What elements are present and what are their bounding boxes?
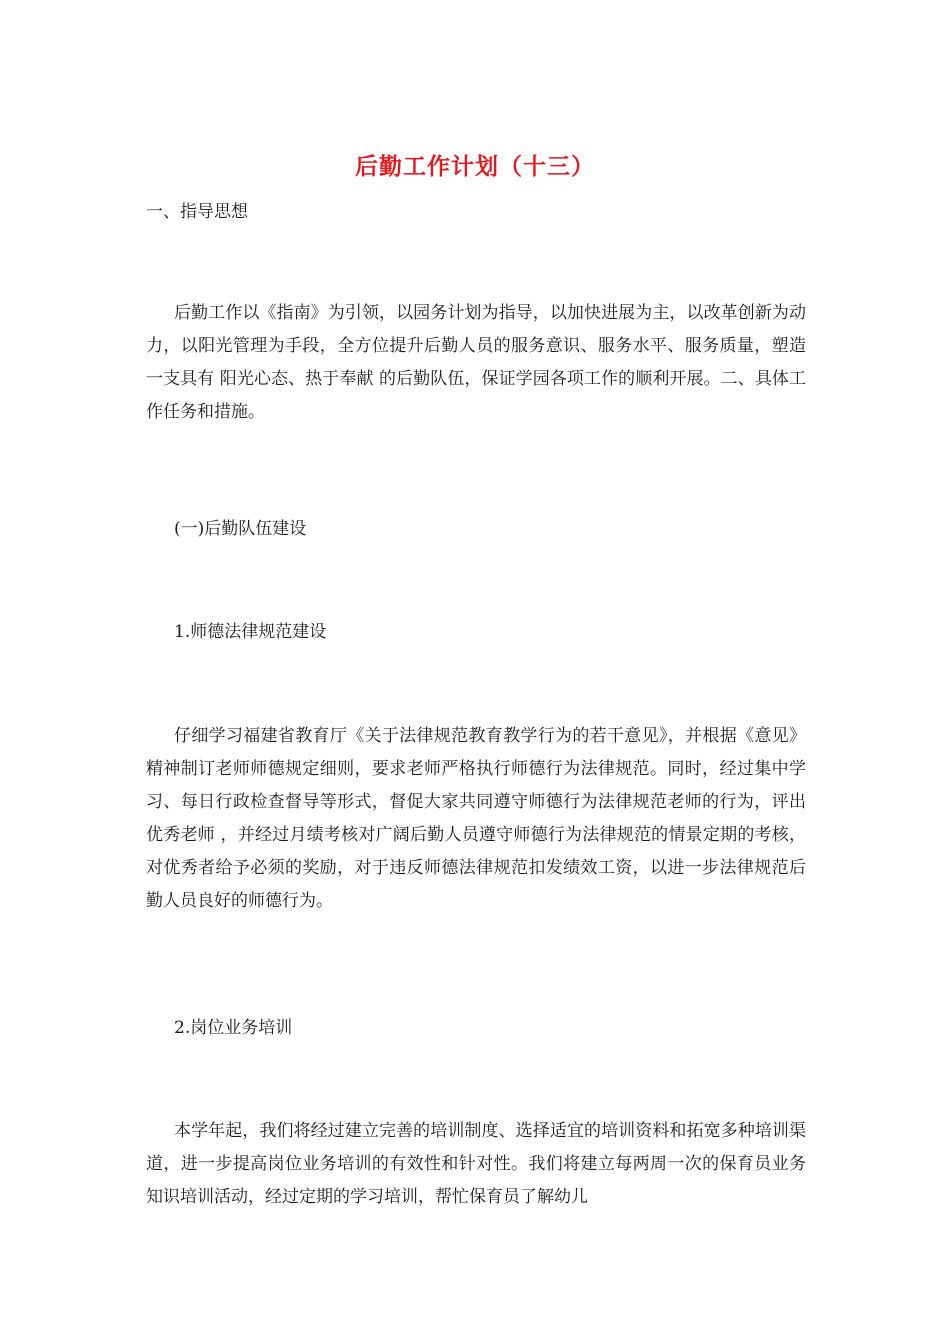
- paragraph-job-training: 本学年起，我们将经过建立完善的培训制度、选择适宜的培训资料和拓宽多种培训渠道，进一步提高岗位业务培训的有效性和针对性。我们将建立每两周一次的保育员业务知识培训活动，经过定期的学习培训，帮忙保育员了解幼儿: [146, 1121, 806, 1207]
- item-heading-ethics-norms: 1.师德法律规范建设: [174, 622, 327, 642]
- paragraph-guiding-thought: 后勤工作以《指南》为引领，以园务计划为指导，以加快进展为主，以改革创新为动力，以阳光管理为手段，全方位提升后勤人员的服务意识、服务水平、服务质量，塑造一支具有 阳光心态、热于奉献 的后勤队伍，保证学园各项工作的顺利开展。二、具体工作任务和措施。: [146, 303, 806, 422]
- item-heading-job-training: 2.岗位业务培训: [174, 1018, 293, 1038]
- section-heading-guiding-thought: 一、指导思想: [146, 202, 248, 222]
- subsection-heading-team-building: (一)后勤队伍建设: [174, 519, 307, 539]
- document-title: 后勤工作计划（十三）: [355, 153, 595, 180]
- paragraph-ethics-norms: 仔细学习福建省教育厅《关于法律规范教育教学行为的若干意见》，并根据《意见》精神制订老师师德规定细则，要求老师严格执行师德行为法律规范。同时，经过集中学习、每日行政检查督导等形式，督促大家共同遵守师德行为法律规范老师的行为，评出 优秀老师 ，并经过月绩考核对广阔后勤人员遵守师德行为法律规范的情景定期的考核，对优秀者给予必须的奖励，对于违反师德法律规范扣发绩效工资，以进一步法律规范后勤人员良好的师德行为。: [146, 726, 806, 911]
